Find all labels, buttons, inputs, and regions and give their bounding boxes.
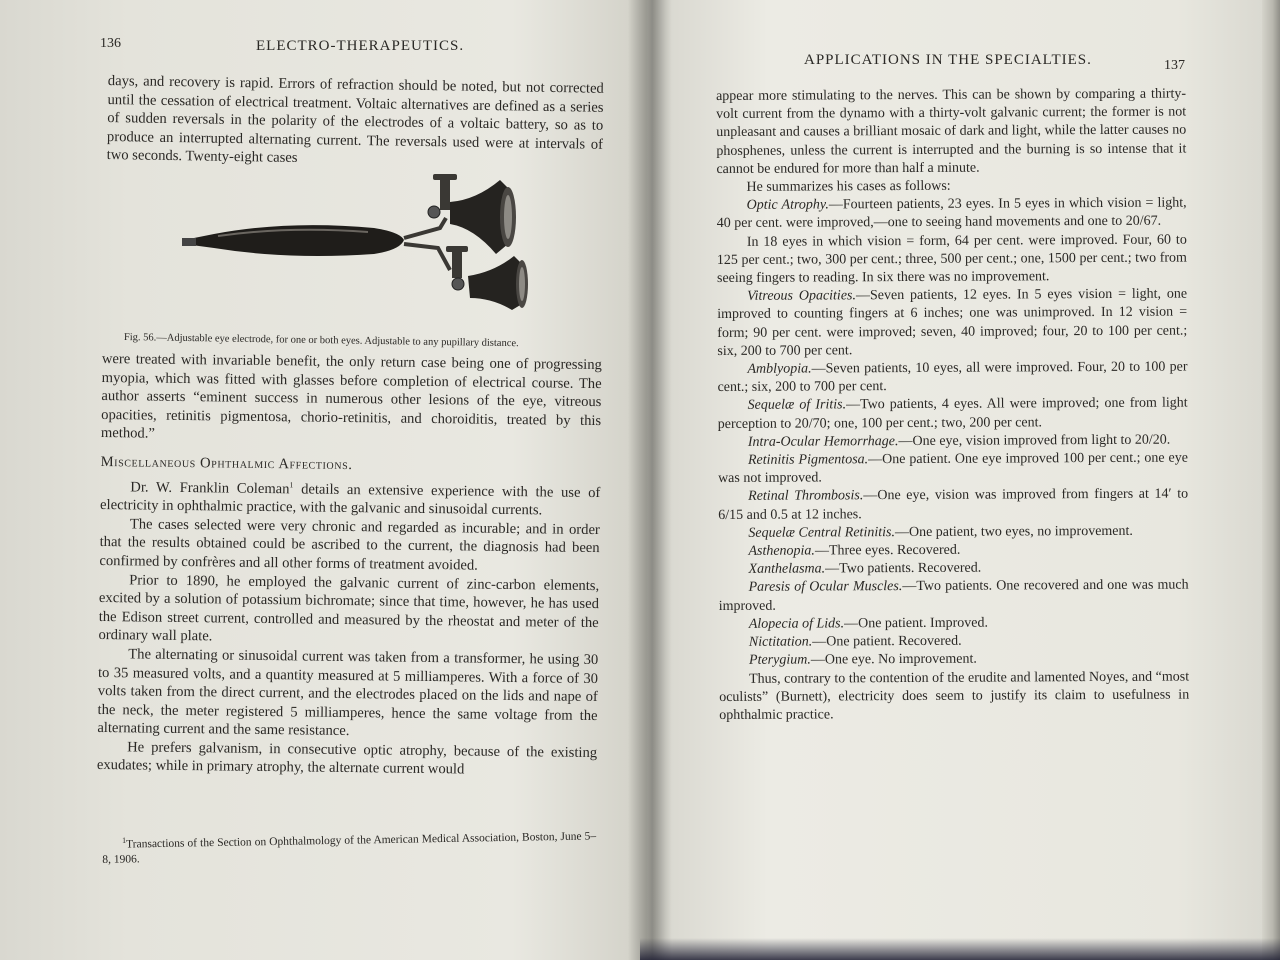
paragraph: days, and recovery is rapid. Errors of refraction should be noted, but not corrected until the cessation of electrical treatment. Voltaic alternatives are defined as a series of sudden reversals in the polarity of the electrodes of a voltaic battery, so as to produce an interrupted alternating current. The reversals used were at intervals of two seconds. Twenty-eight cases xyxy=(106,72,604,167)
bottom-shadow xyxy=(640,938,1280,960)
case-text: —One patient. Recovered. xyxy=(812,633,962,650)
case-entry xyxy=(717,286,1187,361)
case-entry xyxy=(719,650,1189,671)
eye-electrode-figure xyxy=(178,172,528,312)
case-text: —One patient. One eye improved 100 per cent.; one eye was not improved. xyxy=(718,450,1188,487)
left-running-head: ELECTRO-THERAPEUTICS. xyxy=(256,38,465,54)
paragraph: Prior to 1890, he employed the galvanic current of zinc-carbon elements, excited by a solution of potassium bichromate; since that time, however, he has used the Edison street current, controlled and measured by the rheostat and meter of the ordinary wall plate. xyxy=(98,571,600,645)
page-edge xyxy=(1262,0,1280,960)
case-term: Asthenopia. xyxy=(748,543,815,559)
case-entry xyxy=(717,231,1187,288)
case-term: Alopecia of Lids. xyxy=(748,616,845,632)
left-body xyxy=(97,350,602,781)
case-entry xyxy=(719,613,1189,634)
left-para-top xyxy=(107,72,604,173)
case-entry xyxy=(718,541,1188,562)
paragraph: The cases selected were very chronic and regarded as incurable; and in order that the results obtained could be ascribed to the current, the diagnosis had been confirmed by confrères and all other forms of treatment avoided. xyxy=(99,516,600,574)
case-term: Paresis of Ocular Muscles. xyxy=(748,579,903,596)
case-entry xyxy=(719,632,1189,653)
paragraph-text: Dr. W. Franklin Coleman xyxy=(130,478,290,497)
case-text: —One patient. Improved. xyxy=(844,615,988,632)
case-text: —One eye, vision was improved from fingers at 14′ to 6/15 and 0.5 at 12 inches. xyxy=(718,487,1189,523)
case-term: Vitreous Opacities. xyxy=(747,288,857,305)
case-text: —Seven patients, 10 eyes, all were improved. Four, 20 to 100 per cent.; six, 200 to 700 per cent. xyxy=(717,359,1188,396)
case-term: Optic Atrophy. xyxy=(746,197,829,214)
case-entry xyxy=(717,195,1187,234)
case-term: Retinitis Pigmentosa. xyxy=(747,452,869,468)
figure-caption: Fig. 56.—Adjustable eye electrode, for one or both eyes. Adjustable to any pupillary distance. xyxy=(123,332,519,350)
case-term: Nictitation. xyxy=(748,634,813,650)
footnote xyxy=(102,829,596,868)
case-text: —Three eyes. Recovered. xyxy=(814,542,961,559)
case-entry xyxy=(718,522,1188,543)
paragraph: He prefers galvanism, in consecutive optic atrophy, because of the existing exudates; while in primary atrophy, the alternate current would xyxy=(96,739,598,778)
case-entry xyxy=(719,577,1189,616)
case-text: —One patient, two eyes, no improvement. xyxy=(894,523,1133,540)
case-text: In 18 eyes in which vision = form, 64 per cent. were improved. Four, 60 to 125 per cent.; two, 300 per cent.; three, 500 per cent.; one, 1500 per cent.; two from seeing fingers to reading. In six there was no improvement. xyxy=(716,232,1187,287)
case-entry xyxy=(718,395,1188,434)
footnote-marker: 1 xyxy=(289,480,294,490)
right-page xyxy=(650,0,1280,960)
case-entry xyxy=(718,450,1188,489)
left-page-number: 136 xyxy=(100,36,121,51)
case-term: Pterygium. xyxy=(748,652,811,669)
case-term: Intra-Ocular Hemorrhage. xyxy=(747,433,899,450)
case-text: —Two patients. One recovered and one was much improved. xyxy=(718,578,1189,614)
case-text: —Two patients. Recovered. xyxy=(825,560,982,577)
case-entry xyxy=(718,431,1188,452)
case-text: —Seven patients, 12 eyes. In 5 eyes vision = light, one improved to counting fingers at 6 inches; one was unimproved. In 12 vision = form; 90 per cent. were improved; seven, 40 improved; four, 20 to 100 per cent.; six, 200 to 700 per cent. xyxy=(717,286,1188,359)
summary-line: He summarizes his cases as follows: xyxy=(746,178,951,195)
case-text: —One eye. No improvement. xyxy=(810,651,977,668)
case-term: Sequelæ Central Retinitis. xyxy=(748,524,895,541)
case-text: —Fourteen patients, 23 eyes. In 5 eyes in which vision = light, 40 per cent. were improved,—one to seeing hand movements and one to 20/67. xyxy=(716,195,1187,232)
case-term: Sequelæ of Iritis. xyxy=(747,397,847,414)
case-term: Xanthelasma. xyxy=(748,561,826,578)
case-summary-list xyxy=(717,195,1189,671)
footnote-text: Transactions of the Section on Ophthalmology of the American Medical Association, Boston, June 5–8, 1906. xyxy=(102,830,597,866)
right-running-head: APPLICATIONS IN THE SPECIALTIES. xyxy=(804,52,1092,68)
right-page-number: 137 xyxy=(1164,58,1185,73)
right-body xyxy=(716,86,1189,726)
section-heading: Miscellaneous Ophthalmic Affections. xyxy=(100,453,353,474)
paragraph-text: details an extensive experience with the use of electricity in ophthalmic practice, with the galvanic and sinusoidal currents. xyxy=(100,480,601,519)
paragraph xyxy=(100,478,600,521)
paragraph: appear more stimulating to the nerves. This can be shown by comparing a thirty-volt current from the dynamo with a thirty-volt galvanic current; the former is not unpleasant and causes a brilliant mosaic of dark and light, while the latter causes no phosphenes, unless the current is interrupted and the burning is so intense that it cannot be endured for more than half a minute. xyxy=(716,86,1187,177)
case-term: Retinal Thrombosis. xyxy=(748,488,864,505)
closing-paragraph: Thus, contrary to the contention of the erudite and lamented Noyes, and “most oculists” (Burnett), electricity does seem to justify its claim to usefulness in ophthalmic practice. xyxy=(719,669,1190,723)
case-entry xyxy=(717,359,1187,398)
paragraph: were treated with invariable benefit, the only return case being one of progressing myopia, which was fitted with glasses before completion of electrical course. The author asserts “eminent success in numerous other lesions of the eye, vitreous opacities, retinitis pigmentosa, chorio-retinitis, and choroiditis, treated by this method.” xyxy=(100,350,602,443)
paragraph: The alternating or sinusoidal current was taken from a transformer, he using 30 to 35 measured volts, and a quantity measured at 5 milliamperes. With a force of 30 volts taken from the direct current, and the electrodes placed on the lids and nape of the neck, the meter registered 5 milliamperes, hence the same voltage from the alternating current and the same resistance. xyxy=(97,646,599,740)
case-entry xyxy=(718,559,1188,580)
case-text: —Two patients, 4 eyes. All were improved; one from light perception to 20/70; one, 100 per cent.; two, 200 per cent. xyxy=(717,395,1188,432)
case-term: Amblyopia. xyxy=(747,361,812,377)
case-entry xyxy=(718,486,1188,525)
case-text: —One eye, vision improved from light to 20/20. xyxy=(898,432,1171,449)
footnote-number: 1 xyxy=(121,835,127,845)
